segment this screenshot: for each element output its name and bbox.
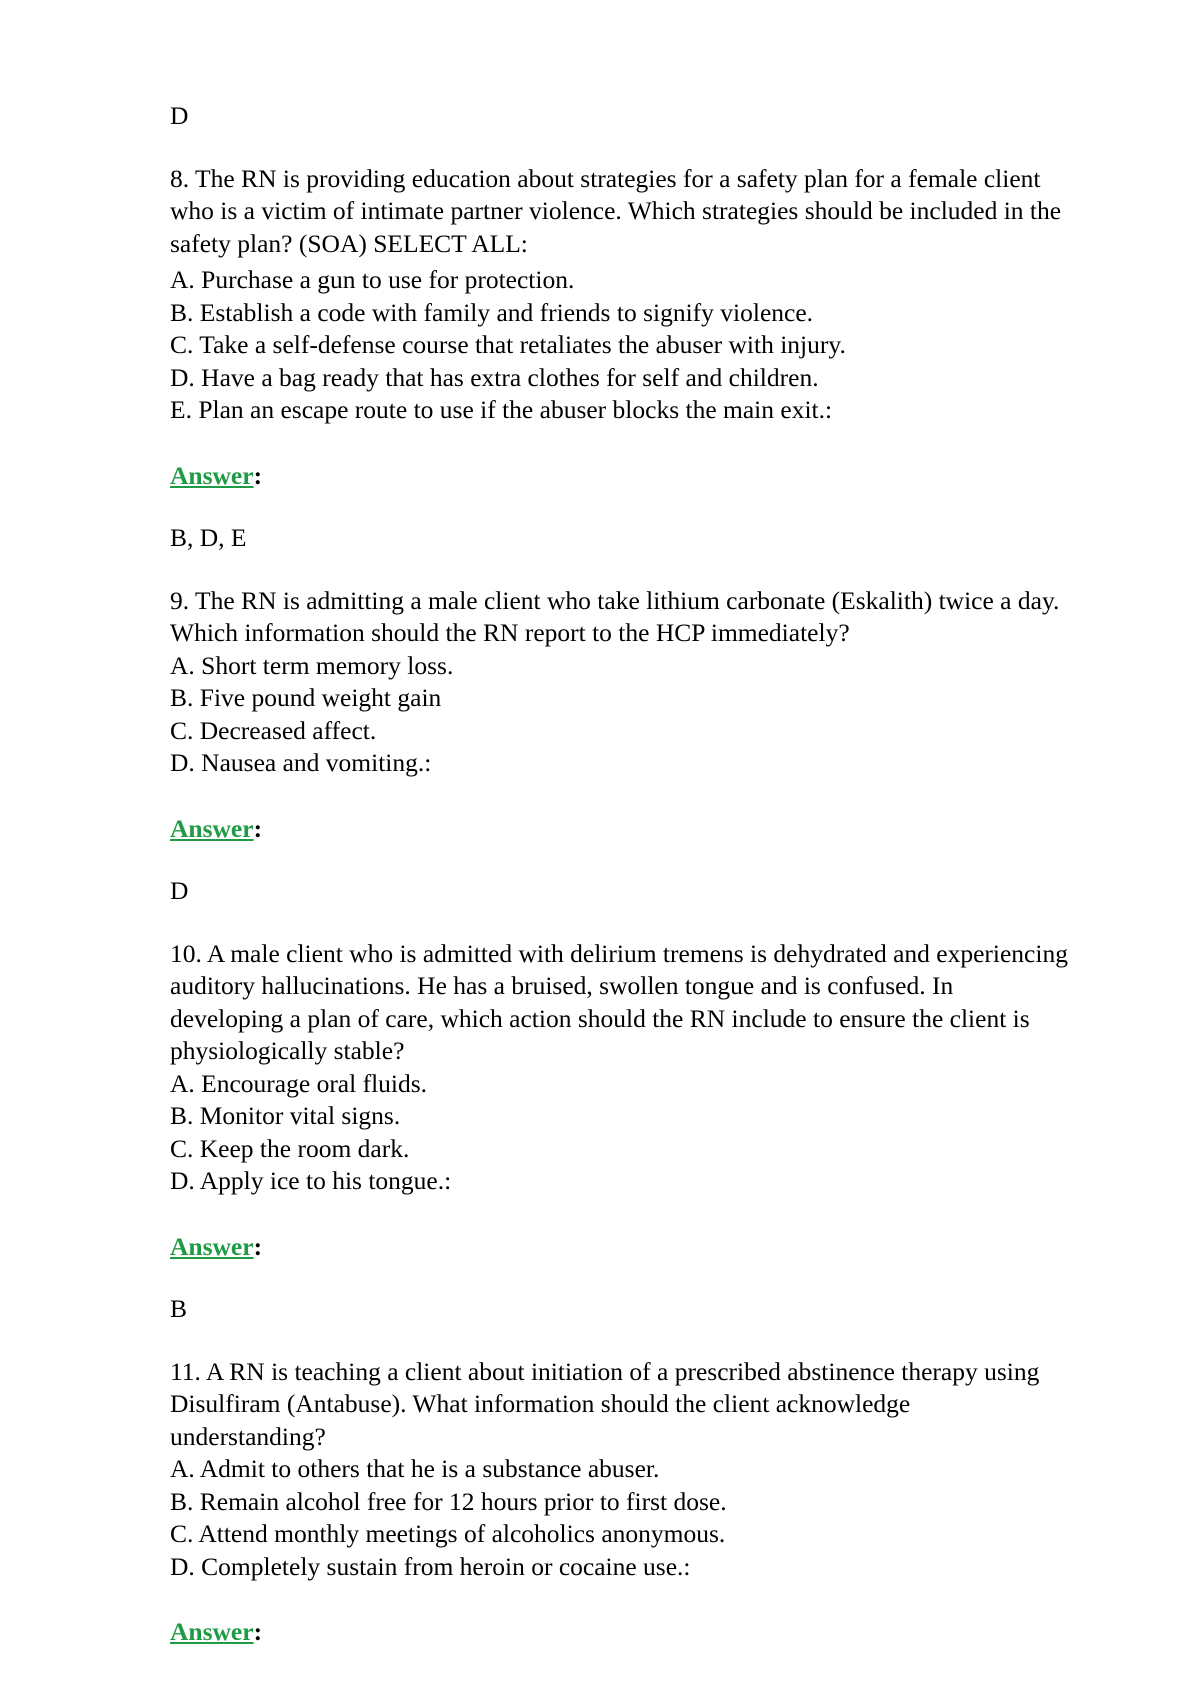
answer-label-row <box>170 813 1070 846</box>
answer-colon: : <box>253 1617 263 1646</box>
answer-colon: : <box>253 1231 263 1261</box>
option-c: C. Keep the room dark. <box>170 1133 410 1163</box>
option-a: A. Short term memory loss. <box>170 650 454 680</box>
answer-label-row <box>170 460 1070 493</box>
question-stem: 8. The RN is providing education about strategies for a safety plan for a female client who is a victim of intimate partner violence. Which strategies should be included in the safety plan? (SOA) SELECT ALL: <box>170 163 1062 258</box>
option-a: A. Encourage oral fluids. <box>170 1068 428 1098</box>
option-a: A. Admit to others that he is a substance abuser. <box>170 1454 660 1483</box>
document-page <box>170 100 1070 1679</box>
question-8 <box>170 163 1070 555</box>
question-11 <box>170 1356 1070 1649</box>
option-c: C. Take a self-defense course that retaliates the abuser with injury. <box>170 330 846 359</box>
answer-link[interactable]: Answer <box>170 1617 254 1646</box>
question-9 <box>170 585 1070 908</box>
option-c: C. Decreased affect. <box>170 715 377 745</box>
option-e: E. Plan an escape route to use if the abuser blocks the main exit.: <box>170 395 833 424</box>
option-b: B. Establish a code with family and friends to signify violence. <box>170 297 814 327</box>
answer-link[interactable]: Answer <box>170 460 254 490</box>
question-stem: 11. A RN is teaching a client about initiation of a prescribed abstinence therapy using Disulfiram (Antabuse). What information should the client acknowledge understanding? <box>170 1356 1040 1451</box>
option-a: A. Purchase a gun to use for protection. <box>170 265 575 294</box>
option-d: D. Nausea and vomiting.: <box>170 748 432 777</box>
option-b: B. Monitor vital signs. <box>170 1101 401 1130</box>
option-c: C. Attend monthly meetings of alcoholics anonymous. <box>170 1519 726 1548</box>
option-d: D. Apply ice to his tongue.: <box>170 1166 452 1195</box>
question-10 <box>170 938 1070 1326</box>
previous-answer-value: D <box>170 101 189 130</box>
answer-label-row <box>170 1616 1070 1649</box>
answer-value: D <box>170 876 189 905</box>
option-b: B. Five pound weight gain <box>170 683 442 712</box>
answer-link[interactable]: Answer <box>170 813 254 843</box>
answer-colon: : <box>253 813 263 843</box>
answer-colon: : <box>253 460 263 490</box>
answer-link[interactable]: Answer <box>170 1231 254 1261</box>
option-d: D. Completely sustain from heroin or cocaine use.: <box>170 1551 691 1581</box>
option-b: B. Remain alcohol free for 12 hours prior to first dose. <box>170 1486 727 1516</box>
question-stem: 10. A male client who is admitted with delirium tremens is dehydrated and experiencing auditory hallucinations. He has a bruised, swollen tongue and is confused. In developing a plan of care, which action should the RN include to ensure the client is physiologically stable? <box>170 938 1068 1065</box>
question-stem: 9. The RN is admitting a male client who take lithium carbonate (Eskalith) twice a day. Which information should the RN report to the HCP immediately? <box>170 585 1060 647</box>
answer-label-row <box>170 1231 1070 1264</box>
answer-value: B, D, E <box>170 523 247 552</box>
answer-value: B <box>170 1294 188 1323</box>
option-d: D. Have a bag ready that has extra clothes for self and children. <box>170 362 819 392</box>
